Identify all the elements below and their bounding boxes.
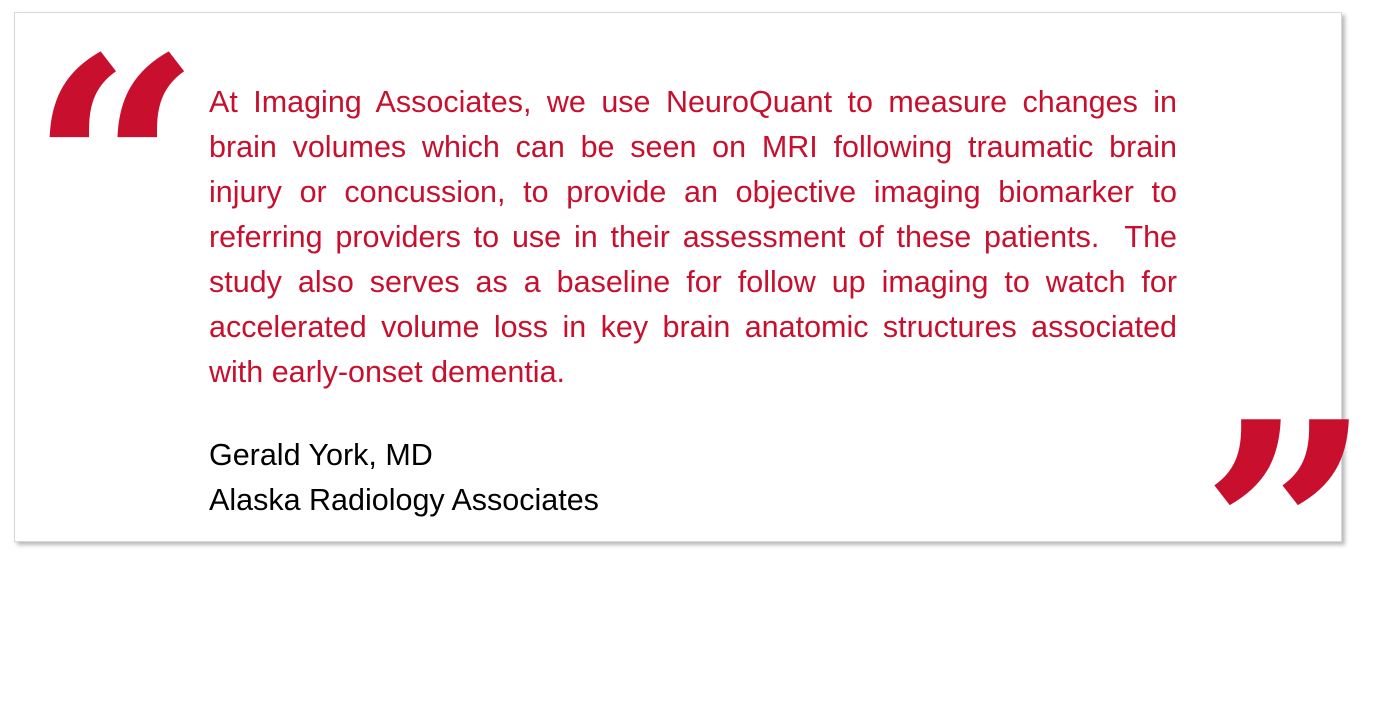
- attribution: [209, 433, 599, 523]
- open-quote-icon: “: [29, 0, 202, 345]
- author-name: Gerald York, MD: [209, 438, 433, 472]
- testimonial-card: [14, 0, 1373, 709]
- testimonial-quote: At Imaging Associates, we use NeuroQuant to measure changes in brain volumes which can be seen on MRI following traumatic brain injury or concussion, to provide an objective imaging biomarker to referring providers to use in their assessment of these patients. The study also serves as a baseline for follow up imaging to watch for accelerated volume loss in key brain anatomic structures associated with early-onset dementia.: [209, 85, 1186, 389]
- author-organization: Alaska Radiology Associates: [209, 483, 599, 517]
- close-quote-icon: ”: [1200, 356, 1373, 709]
